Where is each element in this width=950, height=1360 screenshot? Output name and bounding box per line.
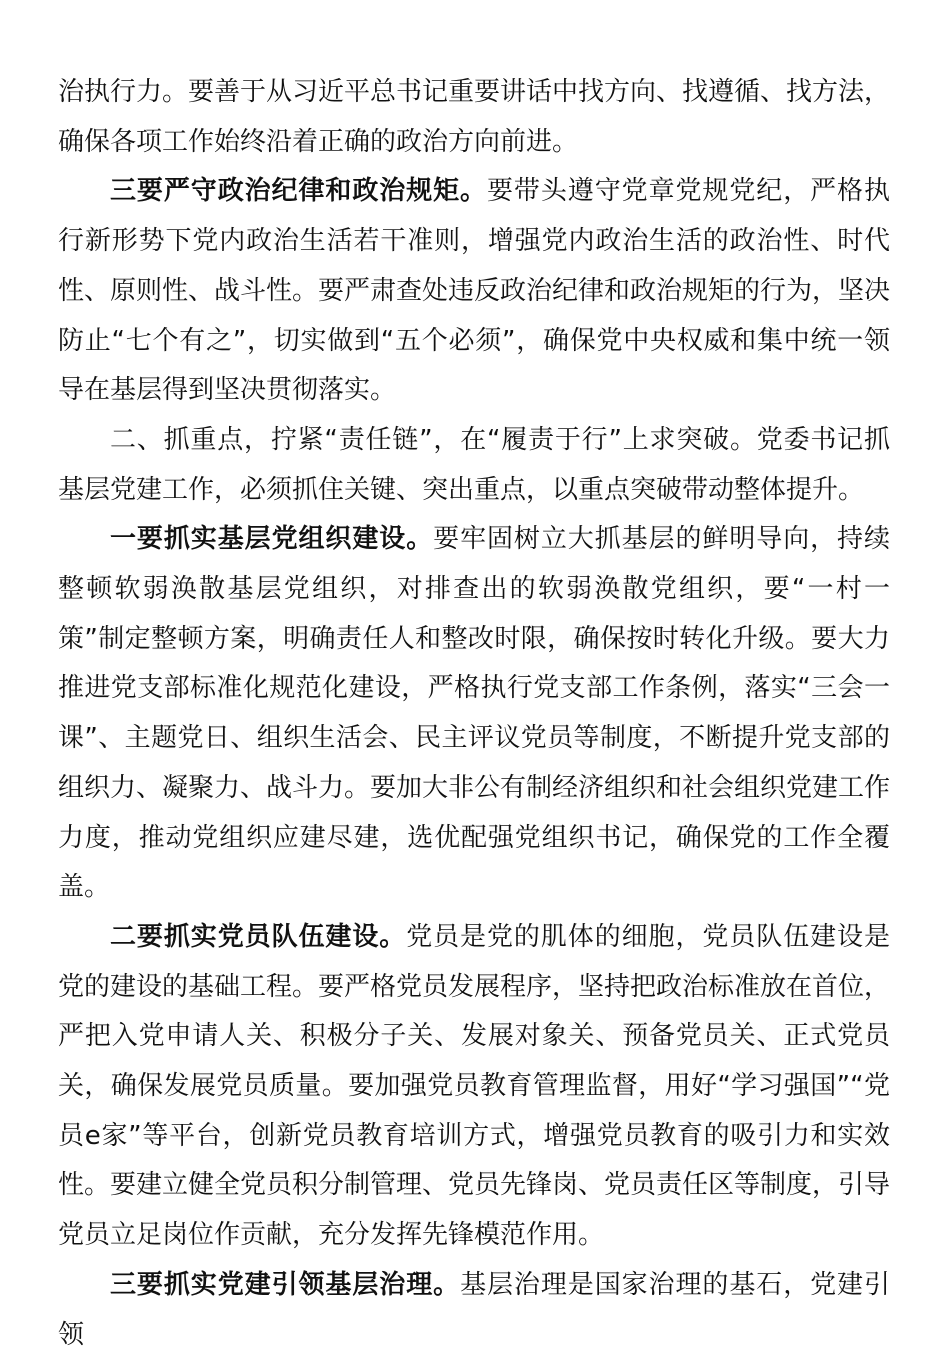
paragraph-heading: 三要严守政治纪律和政治规矩。 — [110, 176, 487, 207]
paragraph-text: 要牢固树立大抓基层的鲜明导向，持续整顿软弱涣散基层党组织，对排查出的软弱涣散党组织，要“一村一策”制定整顿方案，明确责任人和整改时限，确保按时转化升级。要大力推进党支部标准化规范化建设，严格执行党支部工作条例，落实“三会一课”、主题党日、组织生活会、民主评议党员等制度，不断提升党支部的组织力、凝聚力、战斗力。要加大非公有制经济组织和社会组织党建工作力度，推动党组织应建尽建，选优配强党组织书记，确保党的工作全覆盖。 — [58, 524, 891, 903]
paragraph-section-two — [58, 416, 890, 515]
document-body — [58, 68, 890, 1360]
paragraph-party-member-team — [58, 913, 890, 1261]
paragraph-text: 党员是党的肌体的细胞，党员队伍建设是党的建设的基础工程。要严格党员发展程序，坚持把政治标准放在首位，严把入党申请人关、积极分子关、发展对象关、预备党员关、正式党员关，确保发展党员质量。要加强党员教育管理监督，用好“学习强国”“党员e家”等平台，创新党员教育培训方式，增强党员教育的吸引力和实效性。要建立健全党员积分制管理、党员先锋岗、党员责任区等制度，引导党员立足岗位作贡献，充分发挥先锋模范作用。 — [58, 921, 891, 1251]
paragraph-heading: 一要抓实基层党组织建设。 — [110, 524, 434, 555]
paragraph-grassroots-organization — [58, 515, 890, 913]
paragraph-text: 基层治理是国家治理的基石，党建引领 — [58, 1269, 890, 1350]
paragraph-text: 二、抓重点，拧紧“责任链”，在“履责于行”上求突破。党委书记抓基层党建工作，必须抓住关键、突出重点，以重点突破带动整体提升。 — [58, 424, 890, 505]
paragraph-text: 要带头遵守党章党规党纪，严格执行新形势下党内政治生活若干准则，增强党内政治生活的政治性、时代性、原则性、战斗性。要严肃查处违反政治纪律和政治规矩的行为，坚决防止“七个有之”，切实做到“五个必须”，确保党中央权威和集中统一领导在基层得到坚决贯彻落实。 — [58, 176, 891, 406]
paragraph-grassroots-governance — [58, 1261, 890, 1360]
paragraph-heading: 二要抓实党员队伍建设。 — [110, 921, 407, 952]
paragraph-continuation — [58, 68, 890, 167]
paragraph-political-discipline — [58, 167, 890, 416]
paragraph-heading: 三要抓实党建引领基层治理。 — [110, 1269, 461, 1300]
paragraph-text: 治执行力。要善于从习近平总书记重要讲话中找方向、找遵循、找方法，确保各项工作始终沿着正确的政治方向前进。 — [58, 77, 891, 157]
